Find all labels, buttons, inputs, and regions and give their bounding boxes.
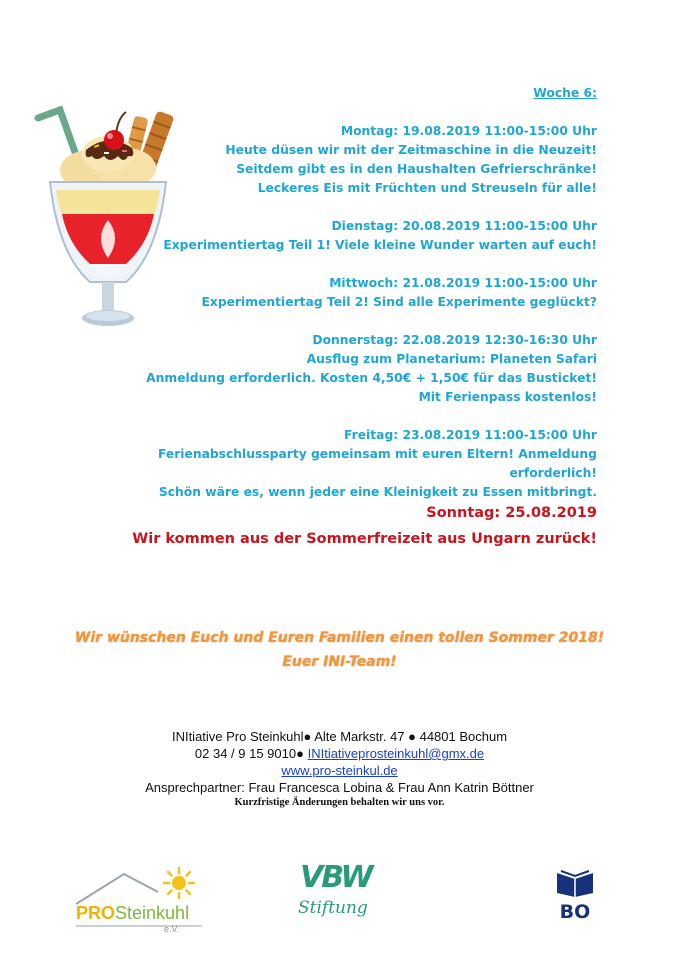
contact-block [0,728,679,810]
weekly-schedule [77,84,597,502]
sun-icon [162,866,196,900]
sunday-line: Wir kommen aus der Sommerfreizeit aus Ungarn zurück! [132,531,597,547]
wish-line: Wir wünschen Euch und Euren Familien einen tollen Sommer 2018! [74,630,605,646]
day-line: Anmeldung erforderlich. Kosten 4,50€ + 1,50€ für das Busticket! [146,371,597,385]
pro-wordmark: PRO [76,903,116,923]
contact-persons: Ansprechpartner: Frau Francesca Lobina & Frau Ann Katrin Böttner [145,780,534,795]
bo-label: BO [559,901,591,923]
day-line: Schön wäre es, wenn jeder eine Kleinigkeit zu Essen mitbringt. [158,485,597,499]
book-icon [553,867,597,897]
vbw-letters: VBW [300,860,372,895]
day-line: Experimentiertag Teil 2! Sind alle Experimente geglückt? [201,295,597,309]
day-heading-wednesday: Mittwoch: 21.08.2019 11:00-15:00 Uhr [329,276,597,290]
pro-steinkuhl-wordmark [76,902,189,924]
day-heading-friday: Freitag: 23.08.2019 11:00-15:00 Uhr [344,428,597,442]
contact-email-link[interactable]: INItiativeprosteinkuhl@gmx.de [307,746,485,761]
day-line: Experimentiertag Teil 1! Viele kleine Wunder warten auf euch! [163,238,597,252]
changes-note: Kurzfristige Änderungen behalten wir uns vor. [234,797,445,808]
day-heading-thursday: Donnerstag: 22.08.2019 12:30-16:30 Uhr [312,333,597,347]
bo-logo [553,867,597,925]
day-heading-tuesday: Dienstag: 20.08.2019 11:00-15:00 Uhr [331,219,597,233]
day-line: Heute düsen wir mit der Zeitmaschine in die Neuzeit! [225,143,597,157]
day-line: Seitdem gibt es in den Haushalten Gefrierschränke! [236,162,597,176]
week-heading: Woche 6: [533,86,597,100]
sunday-block [132,503,597,555]
day-line: Leckeres Eis mit Früchten und Streuseln für alle! [257,181,597,195]
stiftung-label: Stiftung [298,898,368,918]
day-heading-monday: Montag: 19.08.2019 11:00-15:00 Uhr [340,124,597,138]
summer-wish [0,626,679,674]
day-line: Ausflug zum Planetarium: Planeten Safari [306,352,597,366]
contact-address: INItiative Pro Steinkuhl● Alte Markstr. 47 ● 44801 Bochum [171,729,508,744]
contact-phone-email [0,745,679,762]
day-line: Ferienabschlussparty gemeinsam mit euren Eltern! Anmeldung erforderlich! [157,447,597,480]
contact-phone: 02 34 / 9 15 9010● [194,746,304,761]
vbw-stiftung-logo [296,862,418,922]
day-heading-sunday: Sonntag: 25.08.2019 [426,505,597,521]
wish-signature: Euer INI-Team! [282,654,397,670]
steinkuhl-wordmark: Steinkuhl [115,903,190,923]
contact-web-link[interactable]: www.pro-steinkul.de [281,763,398,778]
day-line: Mit Ferienpass kostenlos! [418,390,597,404]
pro-steinkuhl-logo [74,866,204,936]
ev-label: e.V. [164,924,180,934]
